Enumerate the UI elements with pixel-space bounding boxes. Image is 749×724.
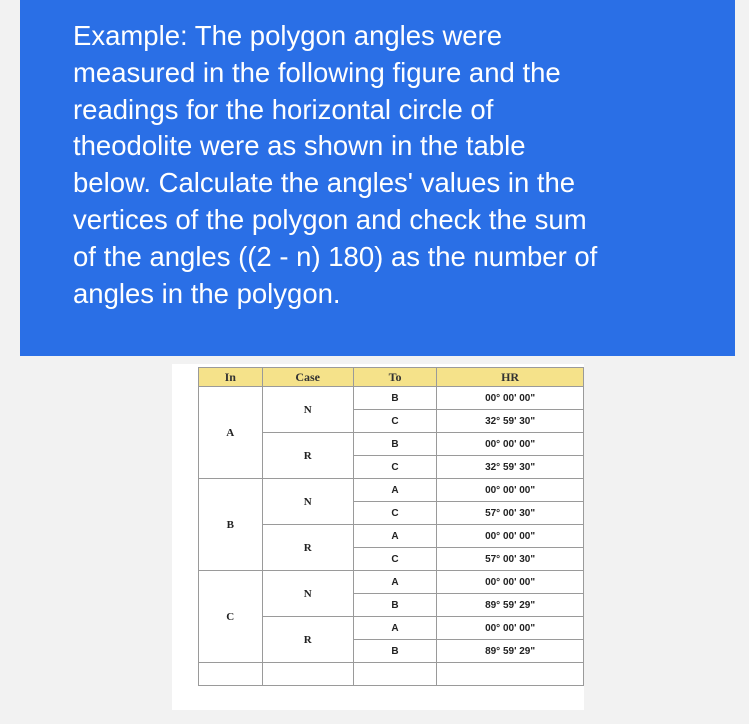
to-cell: B [353, 387, 436, 410]
problem-line: readings for the horizontal circle of [73, 93, 494, 125]
problem-line: vertices of the polygon and check the sum [73, 203, 587, 235]
empty-cell [262, 663, 353, 686]
hr-cell: 57° 00' 30" [437, 502, 584, 525]
empty-cell [353, 663, 436, 686]
to-cell: C [353, 502, 436, 525]
station-cell: C [199, 571, 263, 663]
hr-cell: 57° 00' 30" [437, 548, 584, 571]
case-cell: N [262, 571, 353, 617]
to-cell: A [353, 479, 436, 502]
problem-line: angles in the polygon. [73, 277, 341, 309]
to-cell: A [353, 571, 436, 594]
problem-line: of the angles ((2 - n) 180) as the number of [73, 240, 598, 272]
problem-text [73, 18, 733, 312]
table-header-row [199, 368, 584, 387]
hr-cell: 00° 00' 00" [437, 387, 584, 410]
hr-cell: 00° 00' 00" [437, 617, 584, 640]
station-cell: B [199, 479, 263, 571]
table-row [199, 479, 584, 502]
hr-cell: 32° 59' 30" [437, 410, 584, 433]
case-cell: N [262, 387, 353, 433]
to-cell: C [353, 456, 436, 479]
table-image [172, 364, 584, 710]
problem-line: Example: The polygon angles were [73, 20, 503, 51]
problem-line: below. Calculate the angles' values in the [73, 167, 576, 199]
to-cell: A [353, 617, 436, 640]
case-cell: N [262, 479, 353, 525]
problem-line: theodolite were as shown in the table [73, 130, 526, 162]
case-cell: R [262, 433, 353, 479]
to-cell: B [353, 640, 436, 663]
table-body [199, 387, 584, 686]
hr-cell: 32° 59' 30" [437, 456, 584, 479]
header-in: In [199, 368, 263, 387]
to-cell: B [353, 594, 436, 617]
header-case: Case [262, 368, 353, 387]
hr-cell: 89° 59' 29" [437, 594, 584, 617]
table-row [199, 571, 584, 594]
to-cell: C [353, 548, 436, 571]
readings-table [198, 367, 584, 686]
empty-cell [199, 663, 263, 686]
case-cell: R [262, 617, 353, 663]
header-hr: HR [437, 368, 584, 387]
problem-banner [20, 0, 735, 356]
problem-line: measured in the following figure and the [73, 56, 561, 88]
to-cell: A [353, 525, 436, 548]
hr-cell: 00° 00' 00" [437, 479, 584, 502]
header-to: To [353, 368, 436, 387]
to-cell: C [353, 410, 436, 433]
hr-cell: 00° 00' 00" [437, 433, 584, 456]
empty-row [199, 663, 584, 686]
hr-cell: 00° 00' 00" [437, 525, 584, 548]
hr-cell: 00° 00' 00" [437, 571, 584, 594]
hr-cell: 89° 59' 29" [437, 640, 584, 663]
empty-cell [437, 663, 584, 686]
case-cell: R [262, 525, 353, 571]
to-cell: B [353, 433, 436, 456]
station-cell: A [199, 387, 263, 479]
table-row [199, 387, 584, 410]
